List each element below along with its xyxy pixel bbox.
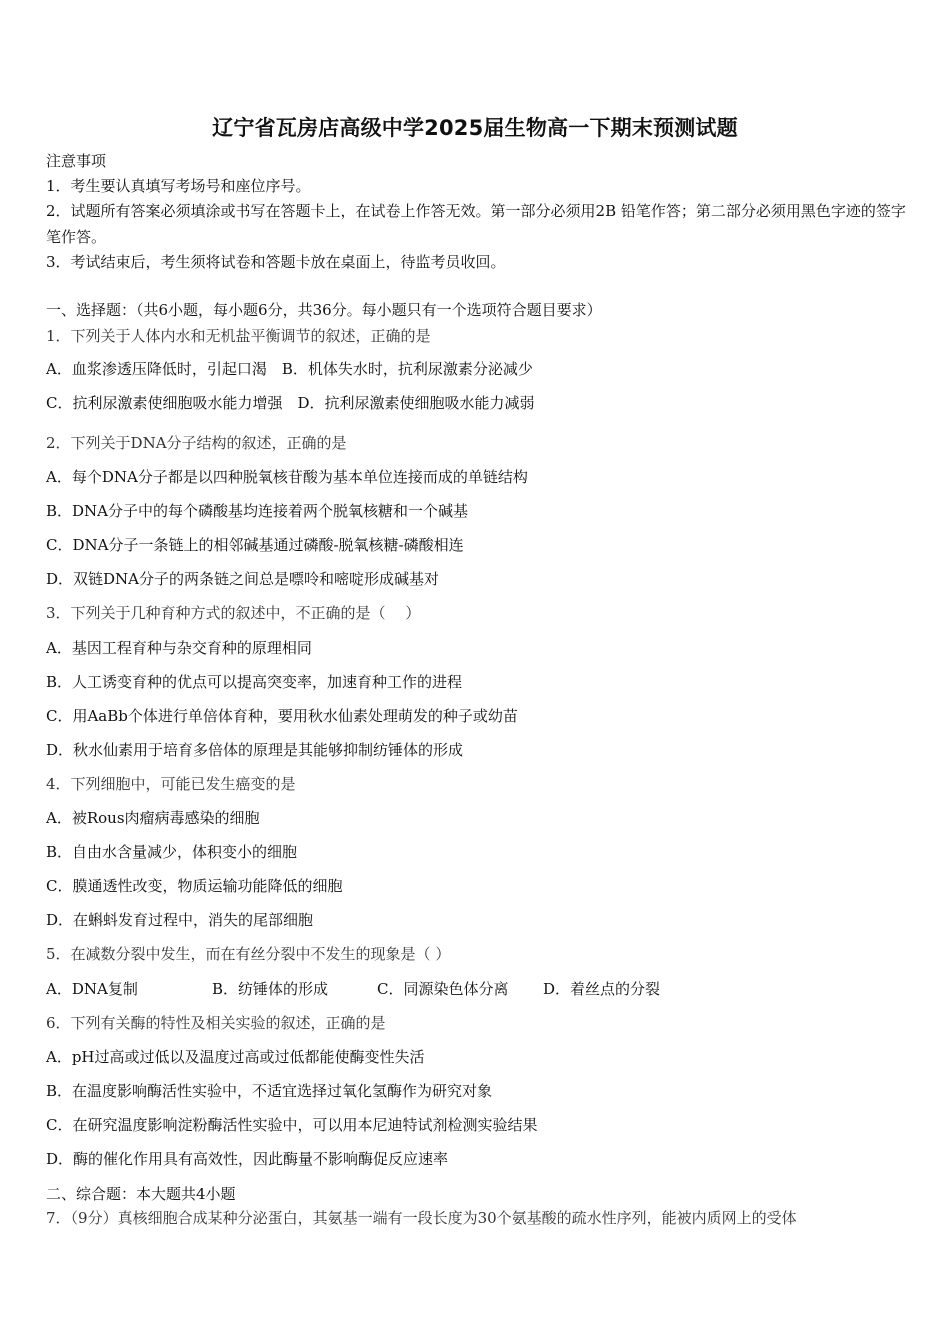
question-option: D．在蝌蚪发育过程中，消失的尾部细胞 [46, 911, 314, 929]
question-stem: 3．下列关于几种育种方式的叙述中，不正确的是（ ） [46, 604, 421, 622]
question-option: C．抗利尿激素使细胞吸水能力增强 D．抗利尿激素使细胞吸水能力减弱 [46, 394, 535, 412]
question-stem: 5．在减数分裂中发生，而在有丝分裂中不发生的现象是（ ） [46, 945, 451, 963]
question-stem: 6．下列有关酶的特性及相关实验的叙述，正确的是 [46, 1014, 386, 1032]
question-stem: 2．下列关于DNA分子结构的叙述，正确的是 [46, 434, 347, 452]
question-option: C．用AaBb个体进行单倍体育种，要用秋水仙素处理萌发的种子或幼苗 [46, 707, 518, 725]
question-stem: 1．下列关于人体内水和无机盐平衡调节的叙述，正确的是 [46, 327, 431, 345]
section-heading: 一、选择题：（共6小题，每小题6分，共36分。每小题只有一个选项符合题目要求） [46, 301, 602, 319]
question-option: A．血浆渗透压降低时，引起口渴 B．机体失水时，抗利尿激素分泌减少 [46, 360, 533, 378]
notice-item: 1．考生要认真填写考场号和座位序号。 [46, 177, 311, 195]
question-option: A．DNA复制 [46, 980, 138, 998]
notice-item: 2．试题所有答案必须填涂或书写在答题卡上，在试卷上作答无效。第一部分必须用2B 铅笔作答；第二部分必须用黑色字迹的签字笔作答。 [46, 202, 906, 246]
question-option: C．膜通透性改变，物质运输功能降低的细胞 [46, 877, 343, 895]
notice-item: 3．考试结束后，考生须将试卷和答题卡放在桌面上，待监考员收回。 [46, 253, 506, 271]
question-stem: 4．下列细胞中，可能已发生癌变的是 [46, 775, 296, 793]
question-option: C．在研究温度影响淀粉酶活性实验中，可以用本尼迪特试剂检测实验结果 [46, 1116, 538, 1134]
question-option: B．DNA分子中的每个磷酸基均连接着两个脱氧核糖和一个碱基 [46, 502, 469, 520]
question-option: B．人工诱变育种的优点可以提高突变率，加速育种工作的进程 [46, 673, 463, 691]
question-option: A．每个DNA分子都是以四种脱氧核苷酸为基本单位连接而成的单链结构 [46, 468, 528, 486]
question-option: B．在温度影响酶活性实验中，不适宜选择过氧化氢酶作为研究对象 [46, 1082, 493, 1100]
question-option: B．纺锤体的形成 [212, 980, 329, 998]
question-option: D．酶的催化作用具有高效性，因此酶量不影响酶促反应速率 [46, 1150, 449, 1168]
question-option: D．秋水仙素用于培育多倍体的原理是其能够抑制纺锤体的形成 [46, 741, 464, 759]
question-option: A．pH过高或过低以及温度过高或过低都能使酶变性失活 [46, 1048, 425, 1066]
question-option: C．同源染色体分离 [377, 980, 509, 998]
notice-heading: 注意事项 [46, 152, 107, 170]
question-option: A．基因工程育种与杂交育种的原理相同 [46, 639, 312, 657]
section-heading: 二、综合题：本大题共4小题 [46, 1185, 236, 1203]
question-stem: 7．（9分）真核细胞合成某种分泌蛋白，其氨基一端有一段长度为30个氨基酸的疏水性序列，能被内质网上的受体 [46, 1209, 797, 1227]
question-option: C．DNA分子一条链上的相邻碱基通过磷酸-脱氧核糖-磷酸相连 [46, 536, 464, 554]
question-option: D．着丝点的分裂 [543, 980, 661, 998]
page-title: 辽宁省瓦房店高级中学2025届生物高一下期末预测试题 [212, 116, 738, 140]
question-option: B．自由水含量减少，体积变小的细胞 [46, 843, 298, 861]
question-option: A．被Rous肉瘤病毒感染的细胞 [46, 809, 260, 827]
question-option: D．双链DNA分子的两条链之间总是嘌呤和嘧啶形成碱基对 [46, 570, 440, 588]
